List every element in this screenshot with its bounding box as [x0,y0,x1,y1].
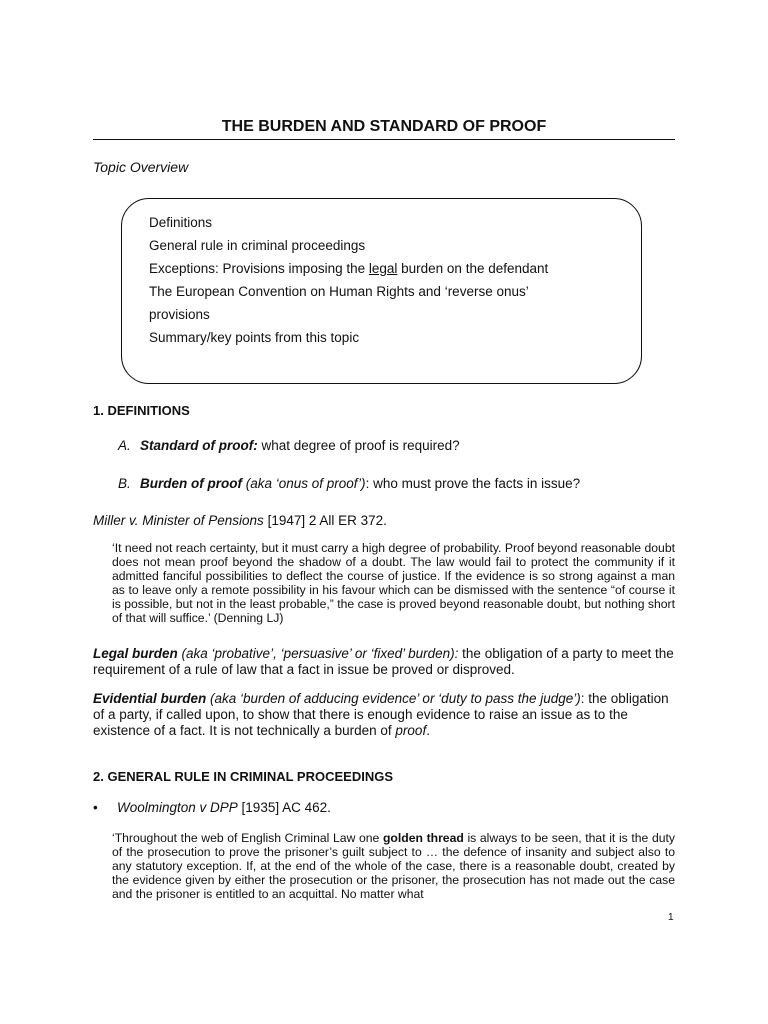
overview-item-echr-cont: provisions [149,307,210,322]
definition-a [118,438,460,453]
exceptions-prefix: Exceptions: Provisions imposing the [149,261,369,276]
definition-a-text: what degree of proof is required? [257,438,460,453]
legal-burden-paragraph [93,646,675,678]
document-title: THE BURDEN AND STANDARD OF PROOF [221,118,547,135]
case-name-woolmington: Woolmington v DPP [117,800,238,815]
evidential-burden-end: . [426,723,430,738]
case-name-miller: Miller v. Minister of Pensions [93,513,264,528]
legal-burden-term: Legal burden [93,646,178,661]
case-ref-woolmington: [1935] AC 462. [237,800,331,815]
quote-denning: ‘It need not reach certainty, but it must carry a high degree of probability. Proof beyond reasonable doubt does not mean proof beyond the shadow of a doubt. The law would fail to protect the community if it admitted fanciful possibilities to deflect the course of justice. If the evidence is so strong against a man as to leave only a remote possibility in his favour which can be dismissed with the sentence “of course it is possible, but not in the least probable,” the case is proved beyond reasonable doubt, but nothing short of that will suffice.’ (Denning LJ) [112,541,675,625]
evidential-burden-aka: (aka ‘burden of adducing evidence’ or ‘duty to pass the judge’) [206,691,581,706]
page-number: 1 [668,912,674,923]
overview-item-definitions: Definitions [149,215,213,230]
legal-burden-aka: (aka ‘probative’, ‘persuasive’ or ‘fixed’ burden): [177,646,459,661]
topic-overview-label: Topic Overview [93,159,189,175]
definition-b [118,476,580,491]
section-1-heading: 1. DEFINITIONS [93,403,190,418]
topic-overview-list [149,213,548,351]
section-2-heading: 2. GENERAL RULE IN CRIMINAL PROCEEDINGS [93,769,393,784]
evidential-burden-text: : the obligation of a party, if called upon, to show that there is enough evidence to raise an issue as to the existence of a fact. It is not technically a burden of [93,691,669,738]
evidential-burden-proof-word: proof [395,723,427,738]
definition-a-letter: A. [118,438,131,453]
definition-b-letter: B. [118,476,131,491]
quote-woolmington-start: ‘Throughout the web of English Criminal Law one [112,831,383,845]
quote-woolmington [112,831,675,901]
evidential-burden-paragraph [93,691,675,739]
case-citation-miller [93,513,387,528]
evidential-burden-term: Evidential burden [93,691,207,706]
overview-item-exceptions [149,259,548,282]
case-ref-miller: [1947] 2 All ER 372. [263,513,387,528]
title-rule [93,139,675,140]
definition-b-text: : who must prove the facts in issue? [365,476,581,491]
overview-item-summary: Summary/key points from this topic [149,330,360,345]
exceptions-suffix: burden on the defendant [397,261,549,276]
definition-b-term: Burden of proof [140,476,242,491]
definition-a-term: Standard of proof: [140,438,258,453]
overview-item-echr: The European Convention on Human Rights and ‘reverse onus’ [149,284,529,299]
quote-woolmington-rest: is always to be seen, that it is the duty of the prosecution to prove the prisoner’s guilt subject to … the defence of insanity and subject also to any statutory exception. If, at the end of the whole of the case, there is a reasonable doubt, created by the evidence given by either the prosecution or the prisoner, the prosecution has not made out the case and the prisoner is entitled to an acquittal. No matter what [112,831,676,901]
definition-b-aka: (aka ‘onus of proof’) [241,476,366,491]
quote-golden-thread: golden thread [382,831,464,845]
legal-burden-text: the obligation of a party to meet the requirement of a rule of law that a fact in issue be proved or disproved. [93,646,674,677]
exceptions-legal-word: legal [368,261,398,276]
overview-item-general-rule: General rule in criminal proceedings [149,238,366,253]
bullet-dot: • [93,800,98,815]
bullet-woolmington [93,800,331,815]
